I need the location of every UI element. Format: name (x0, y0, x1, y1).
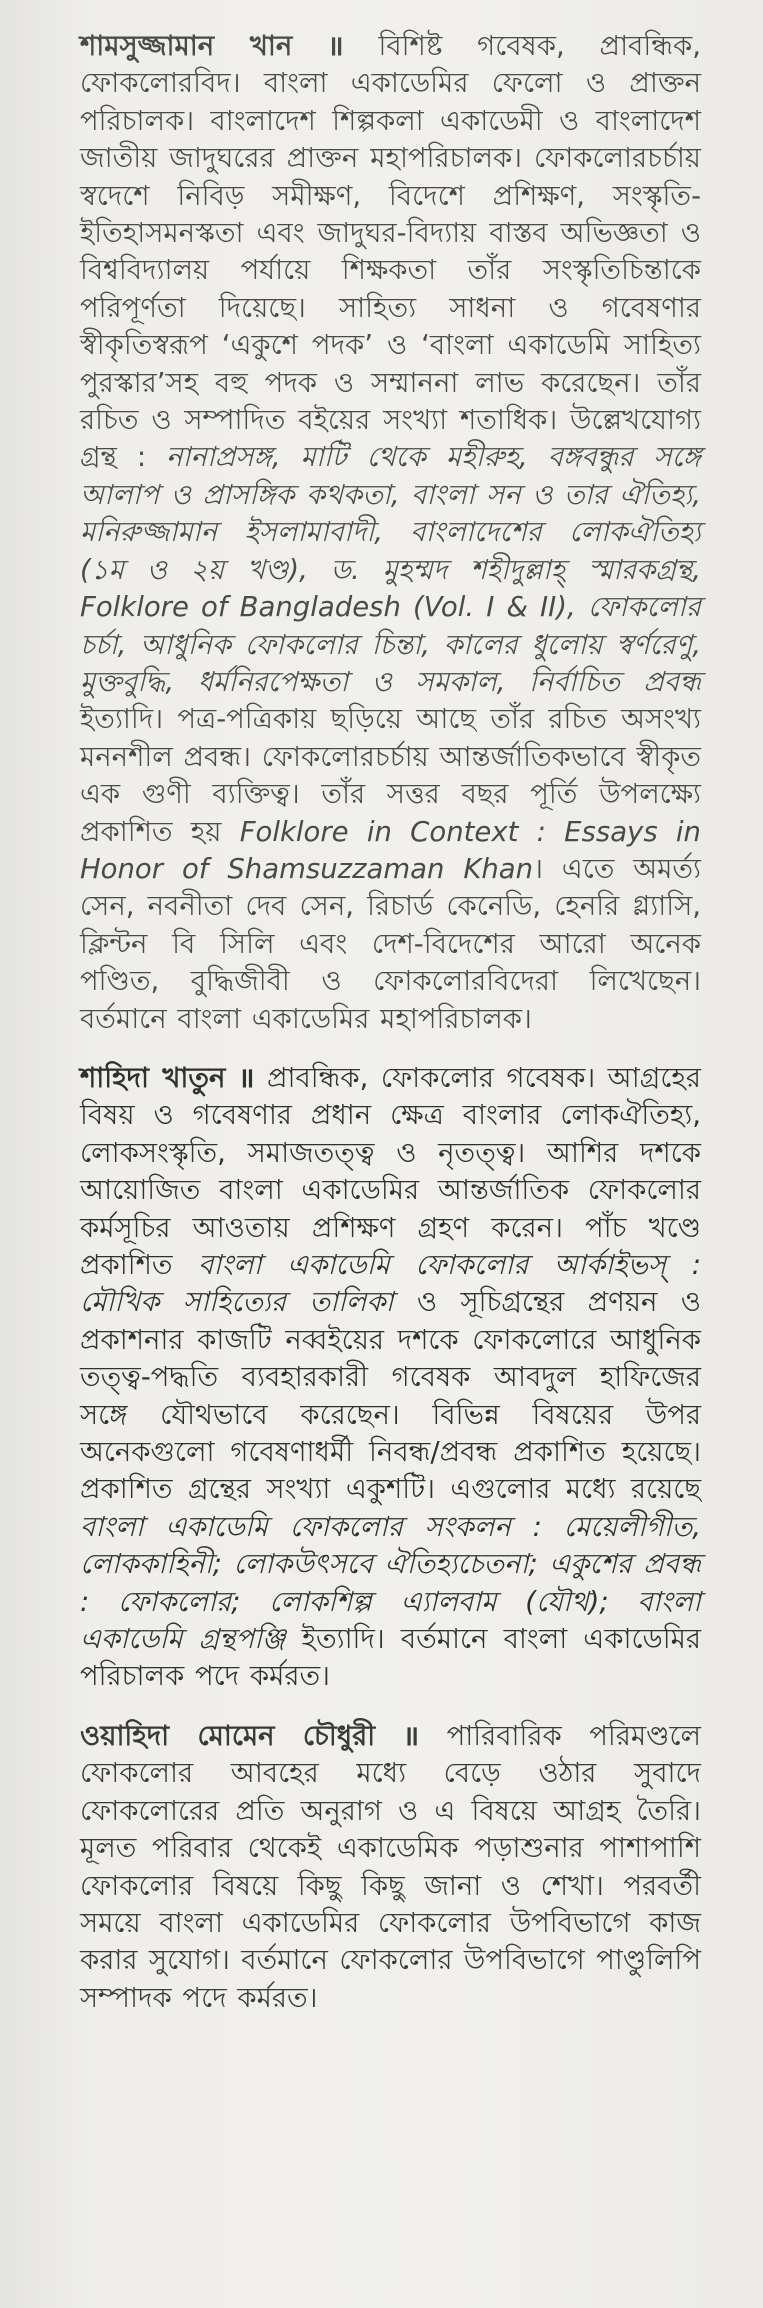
entry-text: ও সূচিগ্রন্থের প্রণয়ন ও প্রকাশনার কাজটি নব্বইয়ের দশকে ফোকলোরে আধুনিক তত্ত্ব-পদ্ধতি ব্যবহারকারী গবেষক আবদুল হাফিজের সঙ্গে যৌথভাবে করেছেন। বিভিন্ন বিষয়ের উপর অনেকগুলো গবেষণাধর্মী নিবন্ধ/প্রবন্ধ প্রকাশিত হয়েছে। প্রকাশিত গ্রন্থের সংখ্যা একুশটি। এগুলোর মধ্যে রয়েছে (80, 1286, 701, 1506)
entry-text: । এতে অমর্ত্য সেন, নবনীতা দেব সেন, রিচার্ড কেনেডি, হেনরি গ্ল্যাসি, ক্লিন্টন বি সিলি এবং দেশ-বিদেশের আরো অনেক পণ্ডিত, বুদ্ধিজীবী ও ফোকলোরবিদেরা লিখেছেন। বর্তমানে বাংলা একাডেমির মহাপরিচালক। (80, 852, 701, 1035)
biography-entry-shamsuzzaman-khan (80, 28, 701, 1038)
entry-separator: ॥ (402, 1719, 420, 1752)
entry-book-titles: বাংলা একাডেমি ফোকলোর সংকলন : মেয়েলীগীত, লোককাহিনী; লোকউৎসবে ঐতিহ্যচেতনা; একুশের প্রবন্ধ : ফোকলোর; লোকশিল্প এ্যালবাম (যৌথ); বাংলা একাডেমি গ্রন্থপঞ্জি (80, 1510, 701, 1656)
entry-text: ইত্যাদি। পত্র-পত্রিকায় ছড়িয়ে আছে তাঁর রচিত অসংখ্য মননশীল প্রবন্ধ। ফোকলোরচর্চায় আন্তর্জাতিকভাবে স্বীকৃত এক গুণী ব্যক্তিত্ব। তাঁর সত্তর বছর পূর্তি উপলক্ষ্যে প্রকাশিত হয় (80, 703, 701, 848)
entry-name: ওয়াহিদা মোমেন চৌধুরী (80, 1719, 376, 1752)
entry-text: পারিবারিক পরিমণ্ডলে ফোকলোর আবহের মধ্যে বেড়ে ওঠার সুবাদে ফোকলোরের প্রতি অনুরাগ ও এ বিষয়ে আগ্রহ তৈরি। মূলত পরিবার থেকেই একাডেমিক পড়াশুনার পাশাপাশি ফোকলোর বিষয়ে কিছু কিছু জানা ও শেখা। পরবর্তী সময়ে বাংলা একাডেমির ফোকলোর উপবিভাগে কাজ করার সুযোগ। বর্তমানে ফোকলোর উপবিভাগে পাণ্ডুলিপি সম্পাদক পদে কর্মরত। (80, 1719, 701, 2014)
entry-name: শামসুজ্জামান খান (80, 30, 293, 62)
entry-separator: ॥ (327, 30, 344, 62)
entry-book-title: Folklore in Context : Essays in Honor of Shamsuzzaman Khan (80, 815, 701, 885)
entry-book-titles: নানাপ্রসঙ্গ, মাটি থেকে মহীরুহ, বঙ্গবন্ধুর সঙ্গে আলাপ ও প্রাসঙ্গিক কথকতা, বাংলা সন ও তার ঐতিহ্য, মনিরুজ্জামান ইসলামাবাদী, বাংলাদেশের লোকঐতিহ্য (১ম ও ২য় খণ্ড), ড. মুহম্মদ শহীদুল্লাহ্ স্মারকগ্রন্থ, Folklore of Bangladesh (Vol. I & II), ফোকলোর চর্চা, আধুনিক ফোকলোর চিন্তা, কালের ধুলোয় স্বর্ণরেণু, মুক্তবুদ্ধি, ধর্মনিরপেক্ষতা ও সমকাল, নির্বাচিত প্রবন্ধ (80, 441, 701, 698)
biography-entry-shahida-khatun (80, 1060, 701, 1696)
entry-text: প্রাবন্ধিক, ফোকলোর গবেষক। আগ্রহের বিষয় ও গবেষণার প্রধান ক্ষেত্র বাংলার লোকঐতিহ্য, লোকসংস্কৃতি, সমাজতত্ত্ব ও নৃতত্ত্ব। আশির দশকে আয়োজিত বাংলা একাডেমির আন্তর্জাতিক ফোকলোর কর্মসূচির আওতায় প্রশিক্ষণ গ্রহণ করেন। পাঁচ খণ্ডে প্রকাশিত (80, 1061, 701, 1281)
entry-name: শাহিদা খাতুন (80, 1061, 226, 1094)
entry-text: ইত্যাদি। বর্তমানে বাংলা একাডেমির পরিচালক পদে কর্মরত। (80, 1623, 701, 1693)
entry-separator: ॥ (237, 1061, 255, 1094)
entry-book-title: বাংলা একাডেমি ফোকলোর আর্কাইভস্ : মৌখিক সাহিত্যের তালিকা (80, 1249, 701, 1319)
entry-text: বিশিষ্ট গবেষক, প্রাবন্ধিক, ফোকলোরবিদ। বাংলা একাডেমির ফেলো ও প্রাক্তন পরিচালক। বাংলাদেশ শিল্পকলা একাডেমী ও বাংলাদেশ জাতীয় জাদুঘরের প্রাক্তন মহাপরিচালক। ফোকলোরচর্চায় স্বদেশে নিবিড় সমীক্ষণ, বিদেশে প্রশিক্ষণ, সংস্কৃতি-ইতিহাসমনস্কতা এবং জাদুঘর-বিদ্যায় বাস্তব অভিজ্ঞতা ও বিশ্ববিদ্যালয় পর্যায়ে শিক্ষকতা তাঁর সংস্কৃতিচিন্তাকে পরিপূর্ণতা দিয়েছে। সাহিত্য সাধনা ও গবেষণার স্বীকৃতিস্বরূপ ‘একুশে পদক’ ও ‘বাংলা একাডেমি সাহিত্য পুরস্কার’সহ বহু পদক ও সম্মাননা লাভ করেছেন। তাঁর রচিত ও সম্পাদিত বইয়ের সংখ্যা শতাধিক। উল্লেখযোগ্য গ্রন্থ : (80, 30, 701, 474)
biography-entry-wahida-momen-chowdhury (80, 1718, 701, 2017)
